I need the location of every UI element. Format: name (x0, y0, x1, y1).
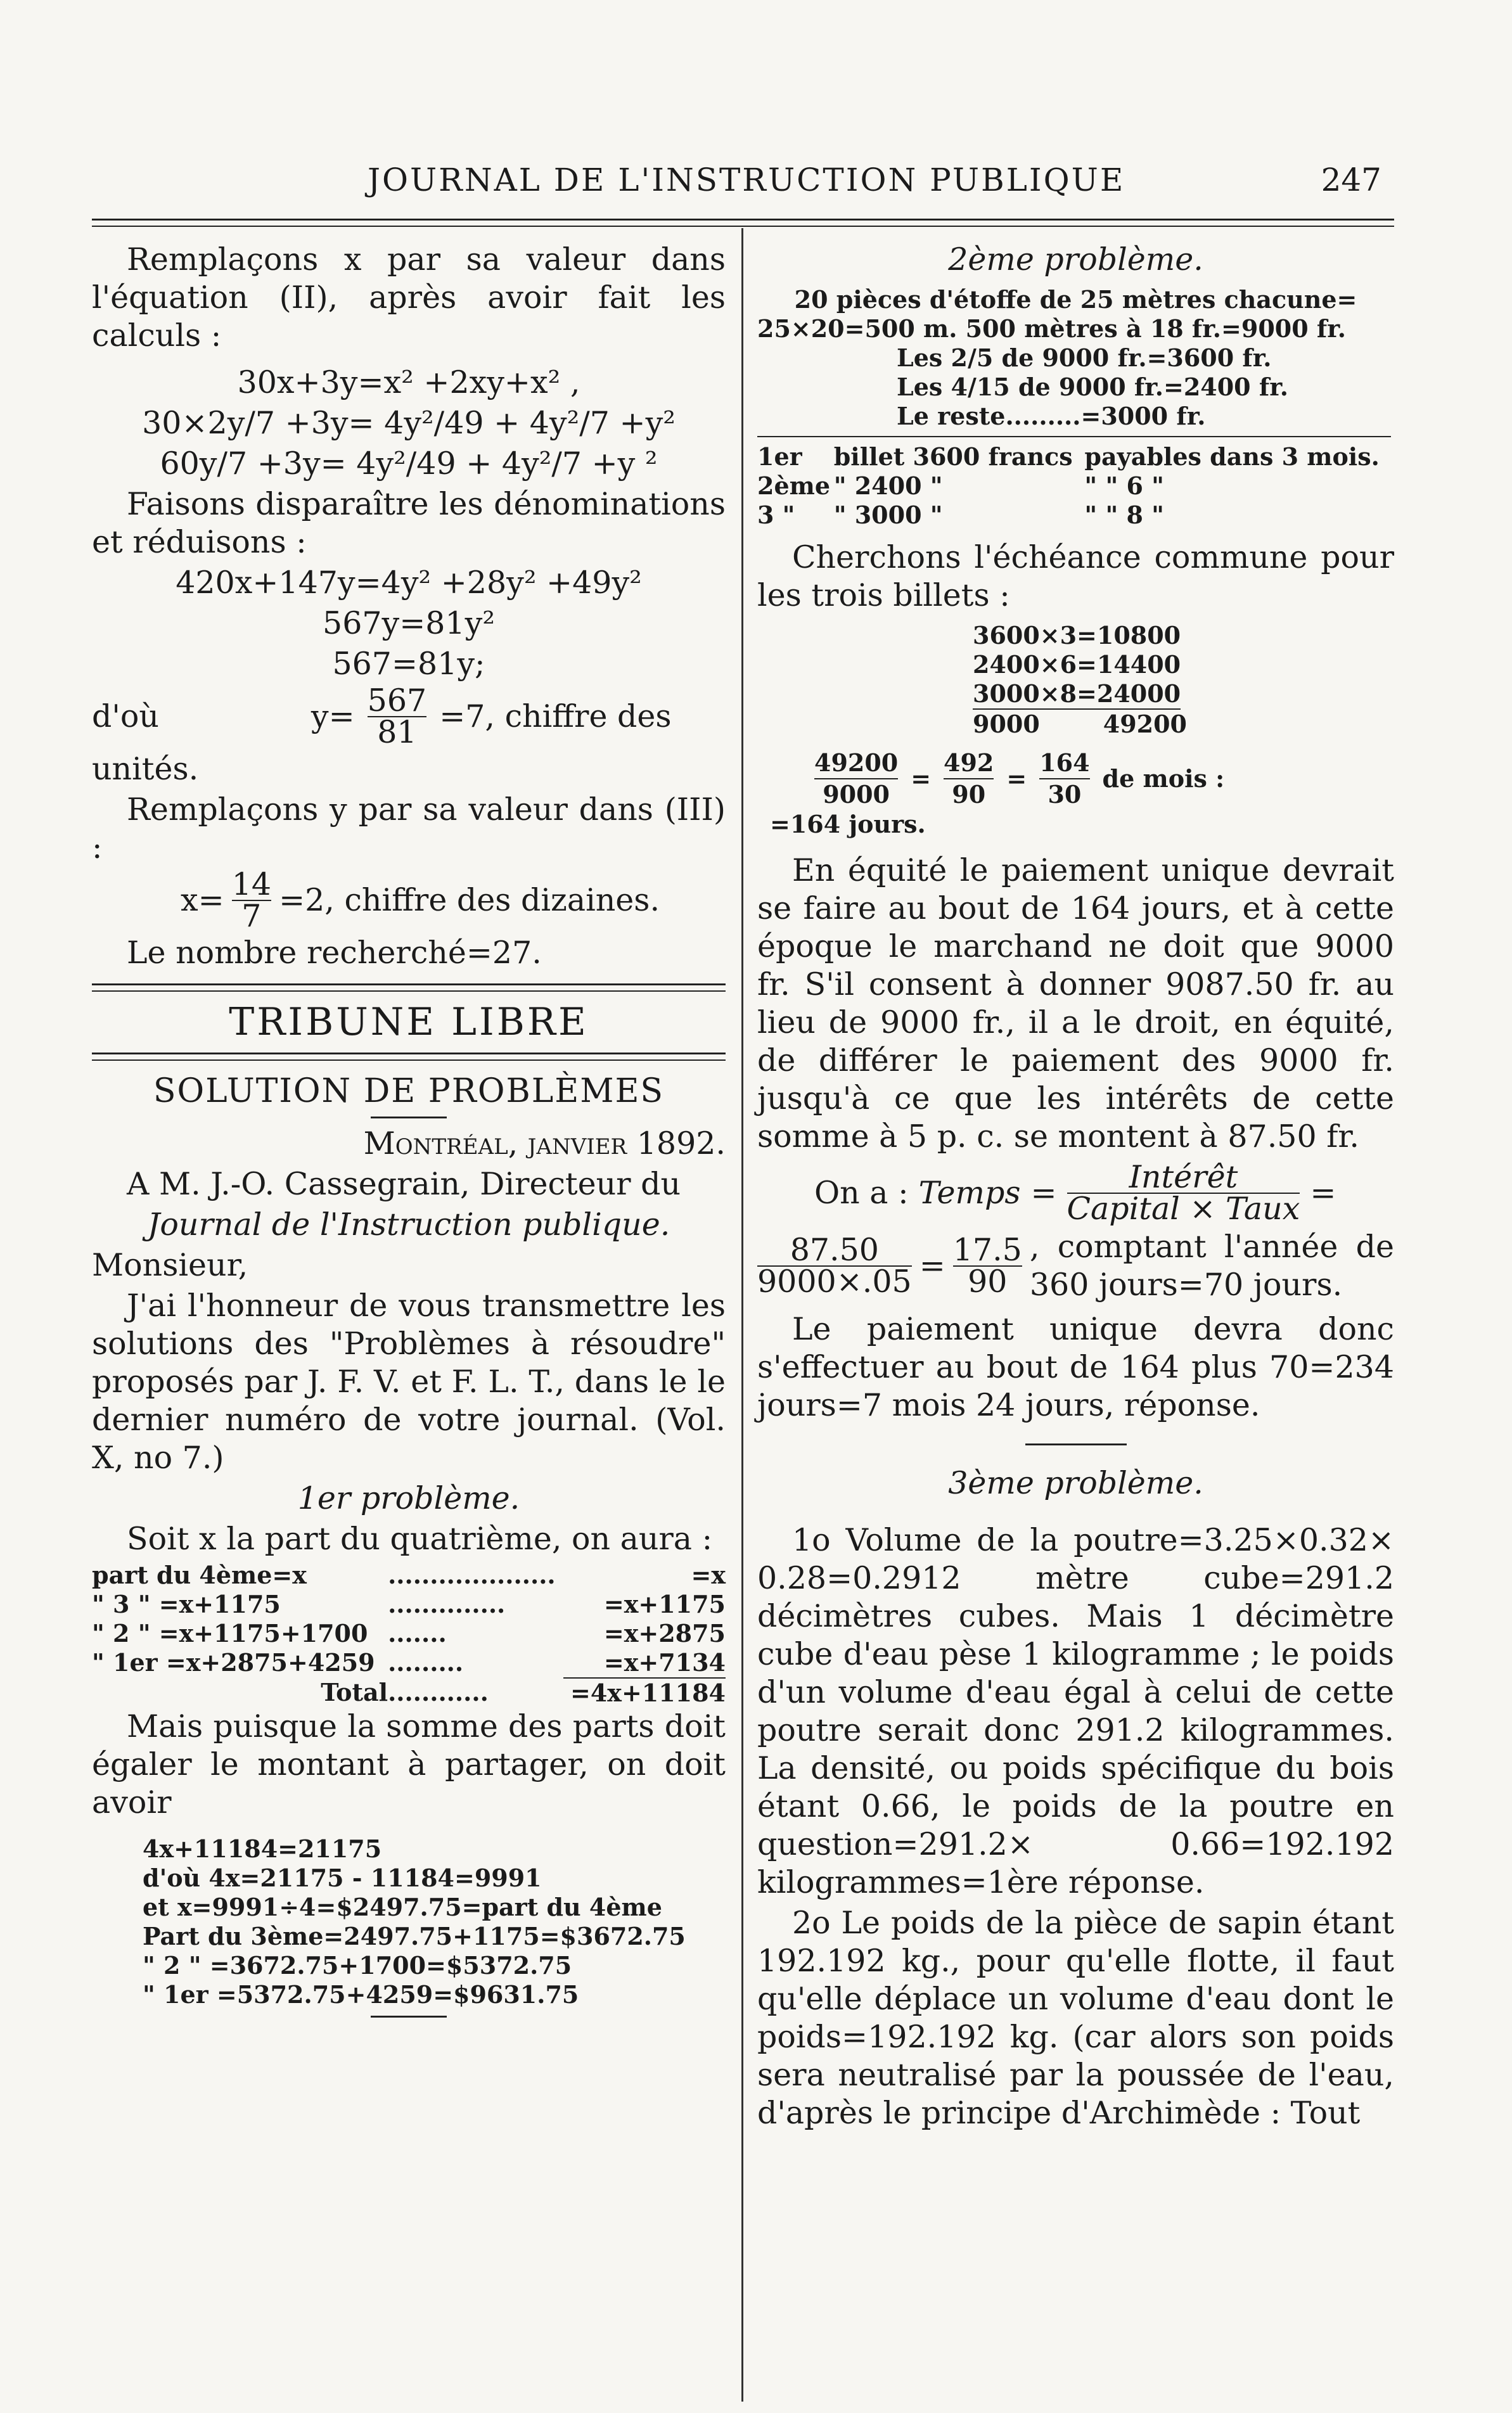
denominator: 30 (1048, 780, 1082, 809)
problem-title: 3ème problème. (948, 1465, 1203, 1501)
text: Temps (918, 1175, 1021, 1211)
section-title: TRIBUNE LIBRE (229, 1000, 589, 1044)
text: =7, chiffre des (439, 698, 672, 734)
equation: 567y=81y² (323, 605, 495, 641)
problem-data (757, 285, 1394, 431)
problem-title: 1er problème. (297, 1480, 520, 1516)
calc-line: et x=9991÷4=$2497.75=part du 4ème (143, 1893, 662, 1921)
denominator: 9000 (823, 780, 890, 809)
formula: $\frac{87.50}{9000\times.05}$ = $\frac{17.5}{90}$ , comptant l'année de 360 jours=70 jours. (757, 1229, 1394, 1303)
subsection-title: SOLUTION DE PROBLÈMES (153, 1072, 665, 1110)
table-row (92, 1648, 726, 1678)
cell: 2ème (757, 471, 831, 500)
equation: 60y/7 +3y= 4y²/49 + 4y²/7 +y ² (160, 445, 658, 482)
denominator: 9000×.05 (757, 1264, 912, 1300)
fraction (944, 748, 994, 810)
fraction (952, 1232, 1022, 1300)
page-number: 247 (1321, 162, 1381, 198)
right-column (757, 241, 1394, 2135)
cell: part du 4ème=x (92, 1561, 307, 1589)
cell: =x (691, 1561, 726, 1589)
cell: " 2400 " (833, 471, 943, 500)
paragraph: Soit x la part du quatrième, on aura : (127, 1521, 713, 1557)
text: On a : (814, 1175, 909, 1211)
fraction (1067, 1159, 1300, 1227)
total: 49200 (1103, 710, 1187, 738)
product-line: 3000×8=24000 (973, 679, 1181, 710)
equation: 420x+147y=4y² +28y² +49y² (176, 565, 642, 601)
text: y= (311, 698, 355, 734)
column-divider (741, 228, 743, 2402)
text: de mois : (1102, 764, 1225, 793)
paragraph: Mais puisque la somme des parts doit égaler le montant à partager, on doit avoir (92, 1708, 726, 1821)
data-line: Les 4/15 de 9000 fr.=2400 fr. (897, 373, 1288, 401)
cell: =4x+11184 (570, 1679, 726, 1707)
addressee: A M. J.-O. Cassegrain, Directeur du (127, 1166, 681, 1202)
paragraph: 2o Le poids de la pièce de sapin étant 192.192 kg., pour qu'elle flotte, il faut qu'elle déplace un volume d'eau dont le poids=192.192 kg. (car alors son poids sera neutralisé par la poussée de l'eau, d'après le principe d'Archimède : Tout (757, 1905, 1394, 2131)
fraction (757, 1232, 912, 1300)
text: d'où (92, 698, 159, 734)
dateline: Montréal, janvier 1892. (363, 1125, 726, 1162)
numerator: 17.5 (952, 1232, 1022, 1268)
numerator: 164 (1039, 748, 1089, 779)
table-row (92, 1619, 726, 1648)
calculation (92, 1834, 726, 2009)
result: =164 jours. (770, 810, 926, 838)
cell: =x+1175 (603, 1590, 726, 1618)
equation: 30×2y/7 +3y= 4y²/49 + 4y²/7 +y² (142, 405, 676, 441)
denominator: 90 (968, 1264, 1008, 1300)
formula: On a : Temps = $\frac{\text{Intérêt}}{\text{Capital × Taux}}$ = (814, 1159, 1336, 1227)
short-rule (1025, 1443, 1127, 1445)
table-row (92, 1678, 726, 1708)
equation: 567=81y; (332, 646, 485, 682)
denominator: 81 (377, 714, 417, 750)
cell: " " 6 " (1084, 471, 1164, 500)
cell: ............ (388, 1678, 489, 1706)
cell: 1er (757, 442, 802, 471)
short-rule (371, 2016, 447, 2018)
cell: ....... (388, 1619, 447, 1648)
total: 9000 (973, 710, 1040, 738)
data-line: Le reste.........=3000 fr. (897, 402, 1206, 430)
products (757, 621, 1394, 739)
billets-table (757, 442, 1394, 530)
left-column (92, 241, 726, 2024)
product-line: 2400×6=14400 (973, 650, 1181, 679)
equation: 30x+3y=x² +2xy+x² , (237, 364, 580, 400)
running-header (89, 162, 1407, 206)
fraction-line: $\frac{49200}{9000}$ = $\frac{492}{90}$ = $\frac{164}{30}$ de mois : (814, 748, 1225, 809)
numerator: 49200 (814, 748, 898, 779)
data-line: 20 pièces d'étoffe de 25 mètres chacune= (794, 285, 1357, 314)
cell: 3 " (757, 501, 795, 529)
numerator: 14 (231, 866, 272, 902)
calc-line: 4x+11184=21175 (143, 1834, 382, 1863)
paragraph: 1o Volume de la poutre=3.25×0.32× 0.28=0.2912 mètre cube=291.2 décimètres cubes. Mais 1 décimètre cube d'eau pèse 1 kilogramme ; le poids d'un volume d'eau égal à celui de cette poutre serait donc 291.2 kilogrammes. La densité, ou poids spécifique du bois étant 0.66, le poids de la poutre en question=291.2× 0.66=192.192 kilogrammes=1ère réponse. (757, 1522, 1394, 1900)
product-line: 3600×3=10800 (973, 621, 1181, 650)
section-rule (92, 1053, 726, 1061)
cell: " " 8 " (1084, 501, 1164, 529)
paragraph: Remplaçons y par sa valeur dans (III) : (92, 791, 726, 866)
table-row (92, 1590, 726, 1619)
calc-line: Part du 3ème=2497.75+1175=$3672.75 (143, 1922, 686, 1950)
calc-line: " 2 " =3672.75+1700=$5372.75 (143, 1951, 572, 1980)
numerator: Intérêt (1067, 1162, 1300, 1194)
text: , comptant l'année de 360 jours=70 jours. (1029, 1229, 1394, 1303)
text: x= (181, 882, 224, 918)
paragraph: Le nombre recherché=27. (127, 935, 542, 971)
calc-line: " 1er =5372.75+4259=$9631.75 (143, 1980, 579, 2009)
journal-title: JOURNAL DE L'INSTRUCTION PUBLIQUE (368, 162, 1125, 198)
numerator: 87.50 (757, 1235, 912, 1267)
paragraph: Cherchons l'échéance commune pour les trois billets : (757, 539, 1394, 613)
fraction (814, 748, 898, 810)
cell: ......... (388, 1648, 464, 1677)
numerator: 567 (367, 682, 427, 719)
cell: " 2 " =x+1175+1700 (92, 1619, 368, 1648)
paragraph: Le paiement unique devra donc s'effectuer au bout de 164 plus 70=234 jours=7 mois 24 jours, réponse. (757, 1311, 1394, 1423)
addressee: Journal de l'Instruction publique. (147, 1206, 670, 1243)
text: =2, chiffre des dizaines. (279, 882, 660, 918)
cell: billet 3600 francs (833, 442, 1073, 471)
paragraph: En équité le paiement unique devrait se faire au bout de 164 jours, et à cette époque le marchand ne doit que 9000 fr. S'il consent à donner 9087.50 fr. au lieu de 9000 fr., il a le droit, en équité, de différer le paiement des 9000 fr. jusqu'à ce que les intérêts de cette somme à 5 p. c. se montent à 87.50 fr. (757, 852, 1394, 1155)
fraction (1039, 748, 1089, 810)
section-rule (92, 983, 726, 992)
paragraph: Faisons disparaître les dénominations et réduisons : (92, 486, 726, 560)
short-rule (371, 1117, 447, 1118)
data-line: 25×20=500 m. 500 mètres à 18 fr.=9000 fr. (757, 314, 1346, 343)
denominator: 90 (952, 780, 986, 809)
salutation: Monsieur, (92, 1247, 248, 1283)
paragraph: unités. (92, 751, 199, 787)
divider-rule (757, 436, 1391, 437)
table-row (757, 501, 1394, 530)
paragraph: Remplaçons x par sa valeur dans l'équation (II), après avoir fait les calculs : (92, 241, 726, 354)
problem-title: 2ème problème. (948, 241, 1203, 278)
equation-fraction (92, 866, 726, 934)
equation-fraction (92, 682, 726, 750)
numerator: 492 (944, 748, 994, 779)
cell: .............. (388, 1590, 506, 1618)
cell: =x+7134 (563, 1648, 726, 1678)
table-row (757, 442, 1394, 471)
cell: payables dans 3 mois. (1084, 442, 1380, 471)
table-row (92, 1561, 726, 1590)
paragraph: J'ai l'honneur de vous transmettre les solutions des "Problèmes à résoudre" proposés par J. F. V. et F. L. T., dans le le dernier numéro de votre journal. (Vol. X, no 7.) (92, 1288, 726, 1476)
product-totals (973, 710, 1394, 739)
fraction (231, 866, 272, 934)
cell: " 3000 " (833, 501, 943, 529)
header-rule (92, 219, 1394, 227)
cell: .................... (388, 1561, 556, 1589)
fraction (367, 682, 427, 750)
cell: Total (321, 1678, 388, 1706)
cell: =x+2875 (603, 1619, 726, 1648)
calc-line: d'où 4x=21175 - 11184=9991 (143, 1864, 542, 1892)
data-line: Les 2/5 de 9000 fr.=3600 fr. (897, 343, 1272, 372)
parts-table (92, 1561, 726, 1708)
table-row (757, 471, 1394, 501)
denominator: Capital × Taux (1067, 1191, 1300, 1227)
denominator: 7 (241, 898, 262, 934)
cell: " 3 " =x+1175 (92, 1590, 281, 1618)
cell: " 1er =x+2875+4259 (92, 1648, 375, 1677)
